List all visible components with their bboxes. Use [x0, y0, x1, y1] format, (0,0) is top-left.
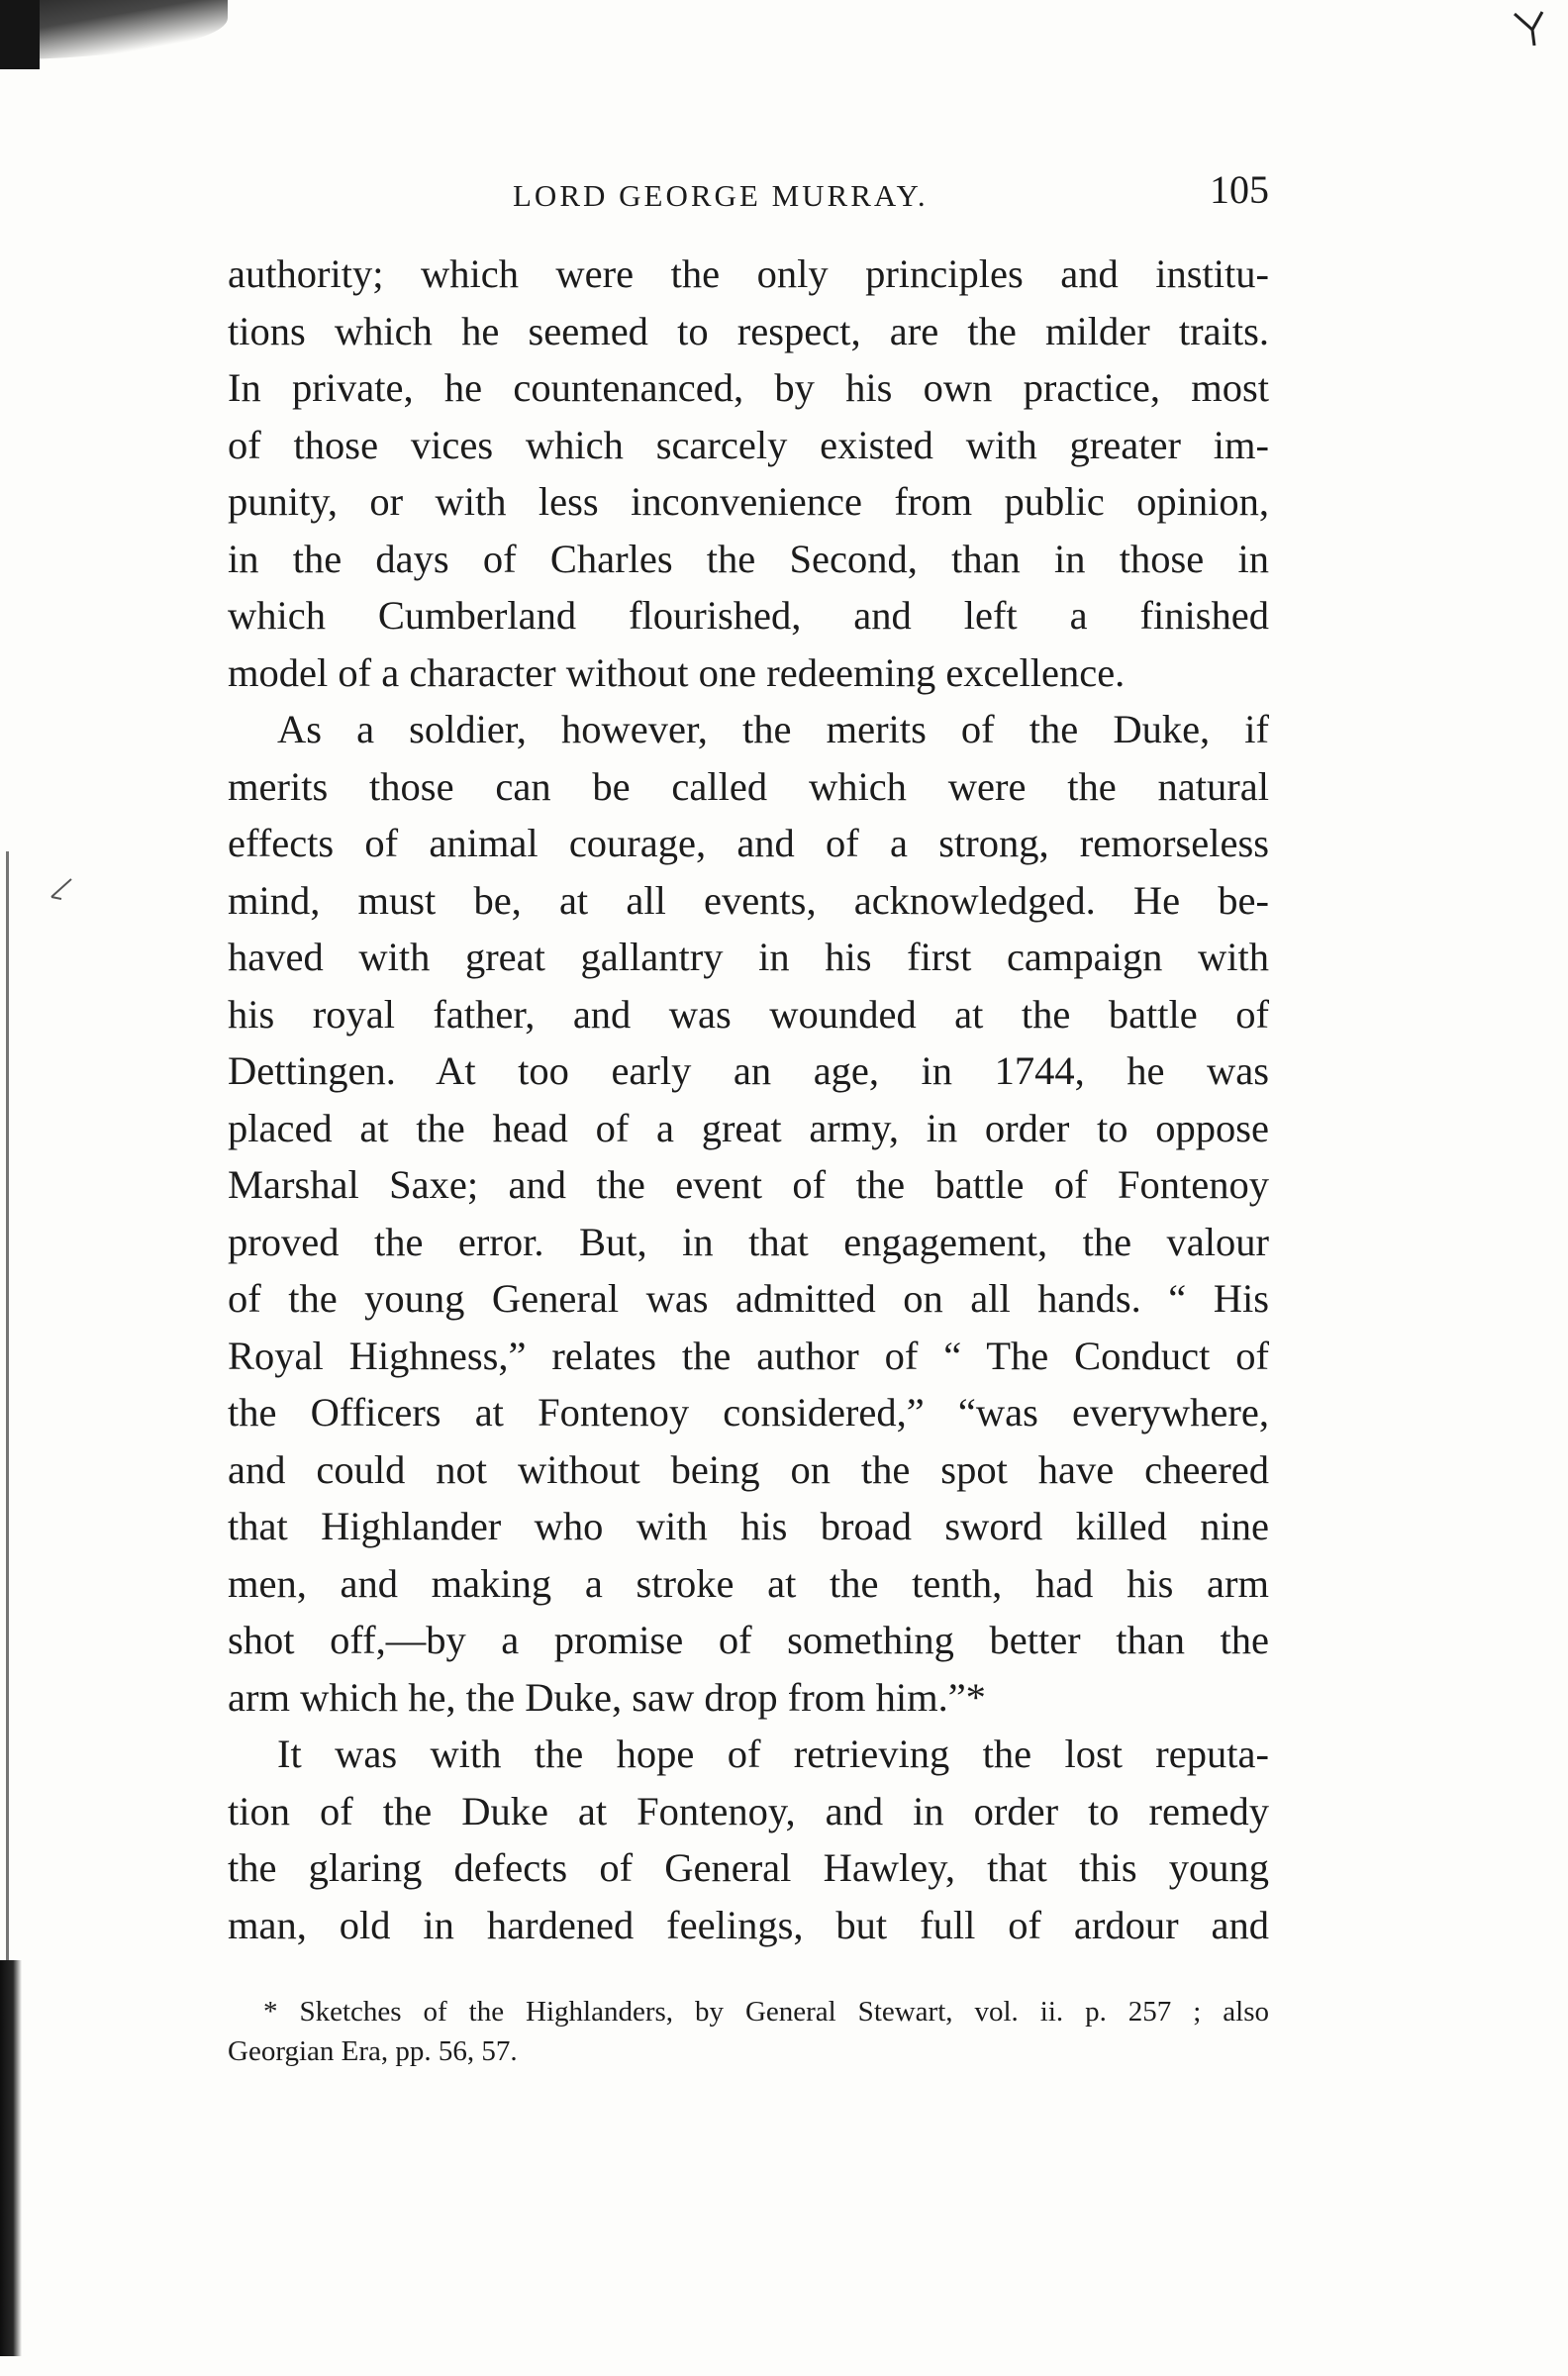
- text-line: of those vices which scarcely existed with greater im-: [228, 422, 1269, 467]
- scan-shadow-bottom-left: [0, 1960, 22, 2356]
- text-line: which Cumberland flourished, and left a finished: [228, 593, 1269, 638]
- text-line: man, old in hardened feelings, but full of ardour and: [228, 1902, 1269, 1947]
- text-line: arm which he, the Duke, saw drop from him.”*: [228, 1674, 986, 1720]
- page-number: 105: [1210, 167, 1269, 212]
- page-header: [228, 166, 1269, 216]
- text-line: the glaring defects of General Hawley, that this young: [228, 1845, 1269, 1890]
- text-line: men, and making a stroke at the tenth, had his arm: [228, 1560, 1269, 1606]
- scan-shadow-corner: [0, 0, 40, 69]
- text-line: In private, he countenanced, by his own practice, most: [228, 365, 1269, 410]
- text-line: shot off,—by a promise of something better than the: [228, 1618, 1269, 1662]
- scan-mark-top-right: [1513, 8, 1548, 48]
- footnote-line: * Sketches of the Highlanders, by General Stewart, vol. ii. p. 257 ; also: [263, 1996, 1269, 2028]
- text-line: placed at the head of a great army, in order to oppose: [228, 1105, 1269, 1150]
- text-line: authority; which were the only principles and institu-: [228, 251, 1269, 296]
- text-line: effects of animal courage, and of a strong, remorseless: [228, 821, 1269, 865]
- text-line: merits those can be called which were the natural: [228, 763, 1269, 809]
- body-text: [228, 246, 1269, 1953]
- text-line: Marshal Saxe; and the event of the battle of Fontenoy: [228, 1162, 1269, 1207]
- text-line: tion of the Duke at Fontenoy, and in order to remedy: [228, 1788, 1269, 1833]
- text-line: that Highlander who with his broad sword killed nine: [228, 1504, 1269, 1548]
- text-line: tions which he seemed to respect, are the milder traits.: [228, 308, 1269, 353]
- text-line: Dettingen. At too early an age, in 1744, he was: [228, 1048, 1269, 1093]
- text-line: It was with the hope of retrieving the lost reputa-: [277, 1732, 1269, 1776]
- text-line: of the young General was admitted on all hands. “ His: [228, 1276, 1269, 1321]
- text-line: Royal Highness,” relates the author of “ The Conduct of: [228, 1333, 1269, 1378]
- text-line: in the days of Charles the Second, than in those in: [228, 536, 1269, 581]
- text-line: proved the error. But, in that engagement, the valour: [228, 1219, 1269, 1264]
- text-line: model of a character without one redeeming excellence.: [228, 649, 1126, 695]
- footnote: [228, 1992, 1269, 2071]
- text-line: haved with great gallantry in his first campaign with: [228, 935, 1269, 979]
- text-line: and could not without being on the spot have cheered: [228, 1446, 1269, 1492]
- pencil-tick-mark: [48, 875, 75, 903]
- text-line: mind, must be, at all events, acknowledged. He be-: [228, 877, 1269, 923]
- text-line: his royal father, and was wounded at the battle of: [228, 991, 1269, 1037]
- text-line: punity, or with less inconvenience from public opinion,: [228, 479, 1269, 524]
- running-head: LORD GEORGE MURRAY.: [513, 178, 929, 213]
- text-line: As a soldier, however, the merits of the Duke, if: [277, 707, 1269, 751]
- text-line: the Officers at Fontenoy considered,” “was everywhere,: [228, 1390, 1269, 1435]
- footnote-line: Georgian Era, pp. 56, 57.: [228, 2035, 518, 2067]
- scan-edge-line: [6, 851, 9, 1960]
